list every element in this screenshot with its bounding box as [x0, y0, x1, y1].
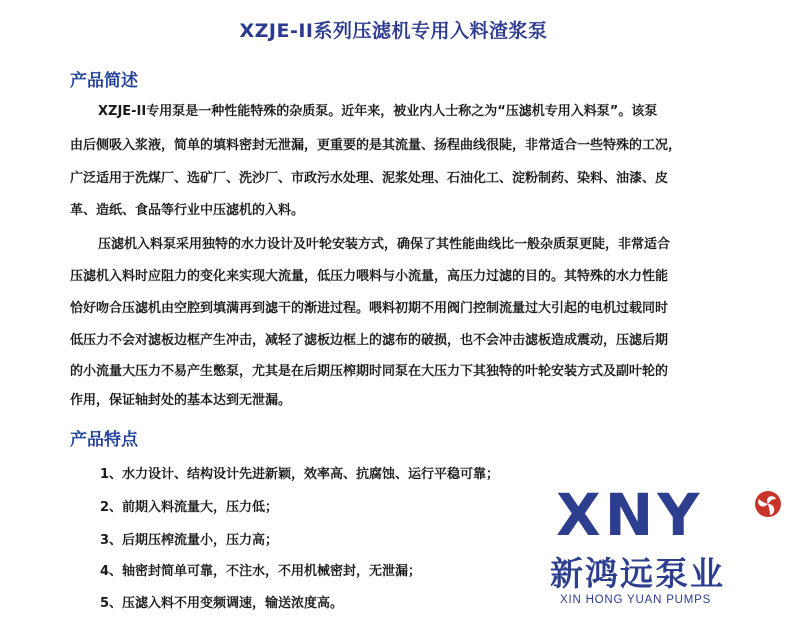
logo-letters: XNY [556, 481, 704, 549]
overview-line: 低压力不会对滤板边框产生冲击，减轻了滤板边框上的滤布的破损，也不会冲击滤板造成震动，压滤后期 [70, 333, 669, 348]
overview-line: 革、造纸、食品等行业中压滤机的入料。 [70, 203, 305, 218]
page-title: XZJE-II系列压滤机专用入料渣浆泵 [239, 20, 548, 42]
overview-line: XZJE-II专用泵是一种性能特殊的杂质泵。近年来，被业内人士称之为“压滤机专用入料泵”。该泵 [98, 104, 658, 119]
feature-item: 2、前期入料流量大，压力低； [100, 500, 279, 515]
feature-item: 3、后期压榨流量小，压力高； [100, 533, 279, 548]
overview-line: 作用，保证轴封处的基本达到无泄漏。 [70, 393, 292, 408]
overview-heading: 产品简述 [70, 71, 138, 91]
overview-line: 广泛适用于洗煤厂、选矿厂、洗沙厂、市政污水处理、泥浆处理、石油化工、淀粉制药、染料、油漆、皮 [70, 171, 669, 186]
overview-line: 由后侧吸入浆液，简单的填料密封无泄漏，更重要的是其流量、扬程曲线很陡，非常适合一些特殊的工况， [70, 138, 682, 153]
logo-english-name: XIN HONG YUAN PUMPS [560, 594, 712, 606]
overview-line: 的小流量大压力不易产生憋泵，尤其是在后期压榨期时同泵在大压力下其独特的叶轮安装方式及副叶轮的 [70, 364, 669, 379]
overview-line: 压滤机入料时应阻力的变化来实现大流量，低压力喂料与小流量，高压力过滤的目的。其特殊的水力性能 [70, 269, 669, 284]
company-logo [548, 481, 784, 614]
overview-line: 压滤机入料泵采用独特的水力设计及叶轮安装方式，确保了其性能曲线比一般杂质泵更陡，非常适合 [98, 237, 671, 252]
feature-item: 5、压滤入料不用变频调速，输送浓度高。 [100, 596, 344, 611]
features-heading: 产品特点 [70, 430, 138, 450]
logo-chinese-name: 新鸿远泵业 [550, 554, 725, 593]
overview-line: 恰好吻合压滤机由空腔到填满再到滤干的渐进过程。喂料初期不用阀门控制流量过大引起的电机过载同时 [70, 301, 669, 316]
feature-item: 4、轴密封简单可靠，不注水，不用机械密封，无泄漏； [100, 564, 422, 579]
feature-item: 1、水力设计、结构设计先进新颖，效率高、抗腐蚀、运行平稳可靠； [100, 467, 500, 482]
pump-impeller-icon [754, 490, 782, 518]
